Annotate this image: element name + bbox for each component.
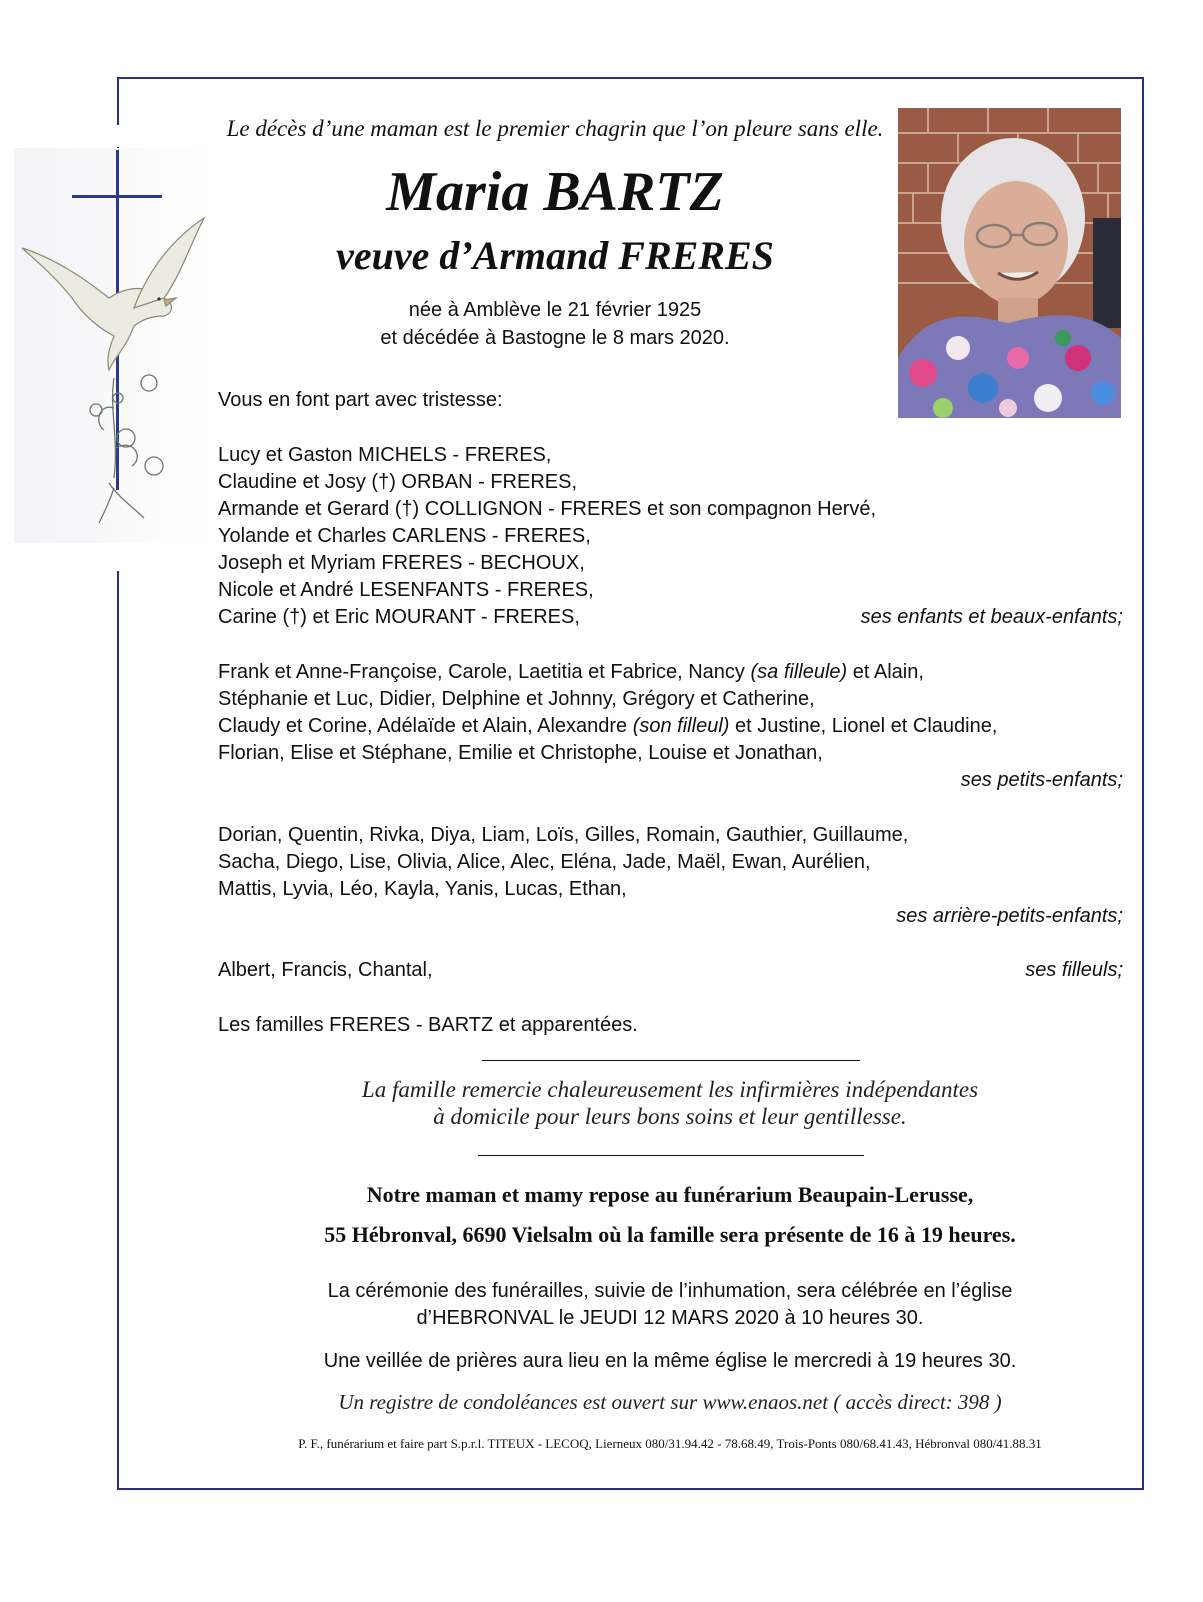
list-item: Dorian, Quentin, Rivka, Diya, Liam, Loïs, Gilles, Romain, Gauthier, Guillaume, — [218, 824, 909, 846]
ceremony-info: La cérémonie des funérailles, suivie de l’inhumation, sera célébrée en l’église d’HEBRONVAL le JEUDI 12 MARS 2020 à 10 heures 30. — [327, 1280, 1013, 1329]
great-grandchildren-list — [218, 822, 1123, 930]
condolence-registry: Un registre de condoléances est ouvert sur www.enaos.net ( accès direct: 398 ) — [338, 1390, 1002, 1414]
vigil-info: Une veillée de prières aura lieu en la même église le mercredi à 19 heures 30. — [323, 1350, 1017, 1372]
rest-location-line-2: 55 Hébronval, 6690 Vielsalm où la famille sera présente de 16 à 19 heures. — [324, 1222, 1016, 1247]
godchildren-label: ses filleuls; — [1025, 959, 1123, 981]
children-label: ses enfants et beaux-enfants; — [860, 606, 1123, 628]
list-item: Mattis, Lyvia, Léo, Kayla, Yanis, Lucas, Ethan, — [218, 878, 627, 900]
deceased-name: Maria BARTZ — [386, 161, 724, 223]
birth-line: née à Amblève le 21 février 1925 — [408, 299, 702, 321]
birth-death-dates — [300, 296, 810, 352]
list-item: Florian, Elise et Stéphane, Emilie et Christophe, Louise et Jonathan, — [218, 742, 823, 764]
list-item: Joseph et Myriam FRERES - BECHOUX, — [218, 552, 585, 574]
thanks-message: La famille remercie chaleureusement les infirmières indépendantes à domicile pour leurs bons soins et leur gentillesse. — [361, 1077, 979, 1129]
families-line: Les familles FRERES - BARTZ et apparentées. — [218, 1014, 638, 1036]
divider — [482, 1060, 860, 1061]
grandchildren-list — [218, 659, 1123, 794]
divider — [478, 1155, 864, 1156]
border-gap — [110, 543, 124, 571]
funeral-home-footer: P. F., funérarium et faire part S.p.r.l. TITEUX - LECOQ, Lierneux 080/31.94.42 - 78.68.49, Trois-Ponts 080/68.41.43, Hébronval 080/41.88.31 — [298, 1436, 1042, 1451]
list-item: Sacha, Diego, Lise, Olivia, Alice, Alec, Eléna, Jade, Maël, Ewan, Aurélien, — [218, 851, 871, 873]
rest-location-line-1: Notre maman et mamy repose au funérarium Beaupain-Lerusse, — [366, 1182, 974, 1207]
godchildren-list — [218, 957, 1123, 984]
portrait-photo — [898, 108, 1121, 418]
death-line: et décédée à Bastogne le 8 mars 2020. — [380, 327, 730, 349]
children-list — [218, 442, 1123, 631]
cross-dove-illustration — [14, 148, 214, 543]
list-item: Albert, Francis, Chantal, — [218, 959, 433, 981]
widow-of: veuve d’Armand FRERES — [336, 233, 774, 278]
announcement-intro: Vous en font part avec tristesse: — [218, 389, 503, 411]
list-item: Claudy et Corine, Adélaïde et Alain, Alexandre (son filleul) et Justine, Lionel et Claudine, — [218, 715, 998, 737]
list-item: Frank et Anne-Françoise, Carole, Laetitia et Fabrice, Nancy (sa filleule) et Alain, — [218, 661, 924, 683]
list-item: Armande et Gerard (†) COLLIGNON - FRERES et son compagnon Hervé, — [218, 498, 877, 520]
border-gap — [110, 125, 124, 147]
list-item: Lucy et Gaston MICHELS - FRERES, — [218, 444, 552, 466]
list-item: Stéphanie et Luc, Didier, Delphine et Johnny, Grégory et Catherine, — [218, 688, 815, 710]
list-item: Claudine et Josy (†) ORBAN - FRERES, — [218, 471, 577, 493]
opening-quote: Le décès d’une maman est le premier chagrin que l’on pleure sans elle. — [226, 116, 884, 141]
great-grandchildren-label: ses arrière-petits-enfants; — [896, 905, 1123, 927]
list-item: Yolande et Charles CARLENS - FRERES, — [218, 525, 591, 547]
list-item: Carine (†) et Eric MOURANT - FRERES, — [218, 606, 580, 628]
list-item: Nicole et André LESENFANTS - FRERES, — [218, 579, 594, 601]
grandchildren-label: ses petits-enfants; — [960, 769, 1123, 791]
